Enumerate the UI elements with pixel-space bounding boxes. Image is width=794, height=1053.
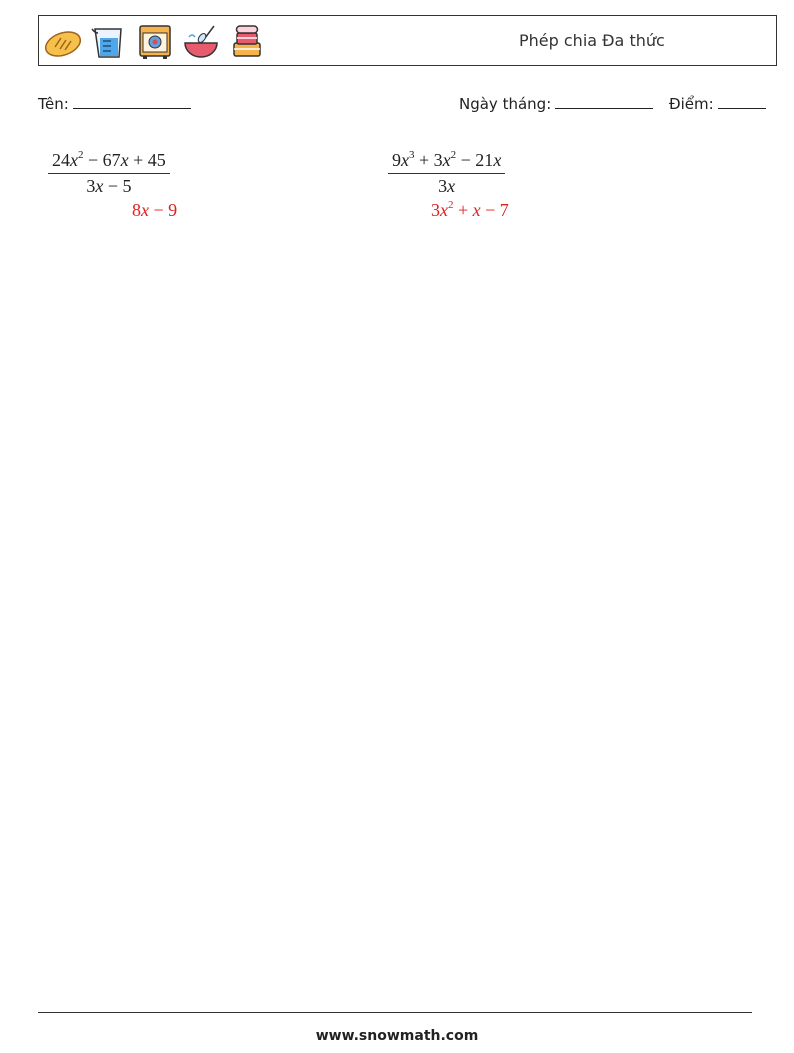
- name-label: Tên:: [38, 95, 69, 113]
- footer-divider: [38, 1012, 752, 1013]
- score-label: Điểm:: [669, 95, 714, 113]
- worksheet-header: [38, 15, 777, 66]
- oven-icon: [135, 21, 175, 61]
- page-title: Phép chia Đa thức: [519, 31, 665, 50]
- denominator: 3x − 5: [86, 176, 132, 196]
- cake-icon: [227, 21, 267, 61]
- problem-1: [48, 150, 170, 197]
- date-blank[interactable]: [555, 94, 653, 109]
- measuring-cup-icon: [89, 21, 129, 61]
- score-blank[interactable]: [718, 94, 766, 109]
- problem-2: [388, 150, 505, 197]
- numerator: $9x^3 + 3x^2 - 21x$: [388, 150, 505, 174]
- answer-1: 8x − 9: [132, 200, 178, 220]
- score-field[interactable]: [669, 94, 766, 113]
- name-field[interactable]: [38, 94, 191, 113]
- answer-2: $3x^2 + x - 7$: [431, 199, 509, 220]
- mixing-bowl-icon: [181, 21, 221, 61]
- date-field[interactable]: [459, 94, 653, 113]
- header-icons: [43, 21, 267, 61]
- bread-icon: [43, 21, 83, 61]
- fraction: [388, 150, 505, 197]
- name-blank[interactable]: [73, 94, 191, 109]
- fraction: [48, 150, 170, 197]
- numerator: $24x^2 - 67x + 45$: [48, 150, 170, 174]
- date-label: Ngày tháng:: [459, 95, 552, 113]
- footer-url[interactable]: www.snowmath.com: [315, 1028, 479, 1044]
- denominator: 3x: [438, 176, 456, 196]
